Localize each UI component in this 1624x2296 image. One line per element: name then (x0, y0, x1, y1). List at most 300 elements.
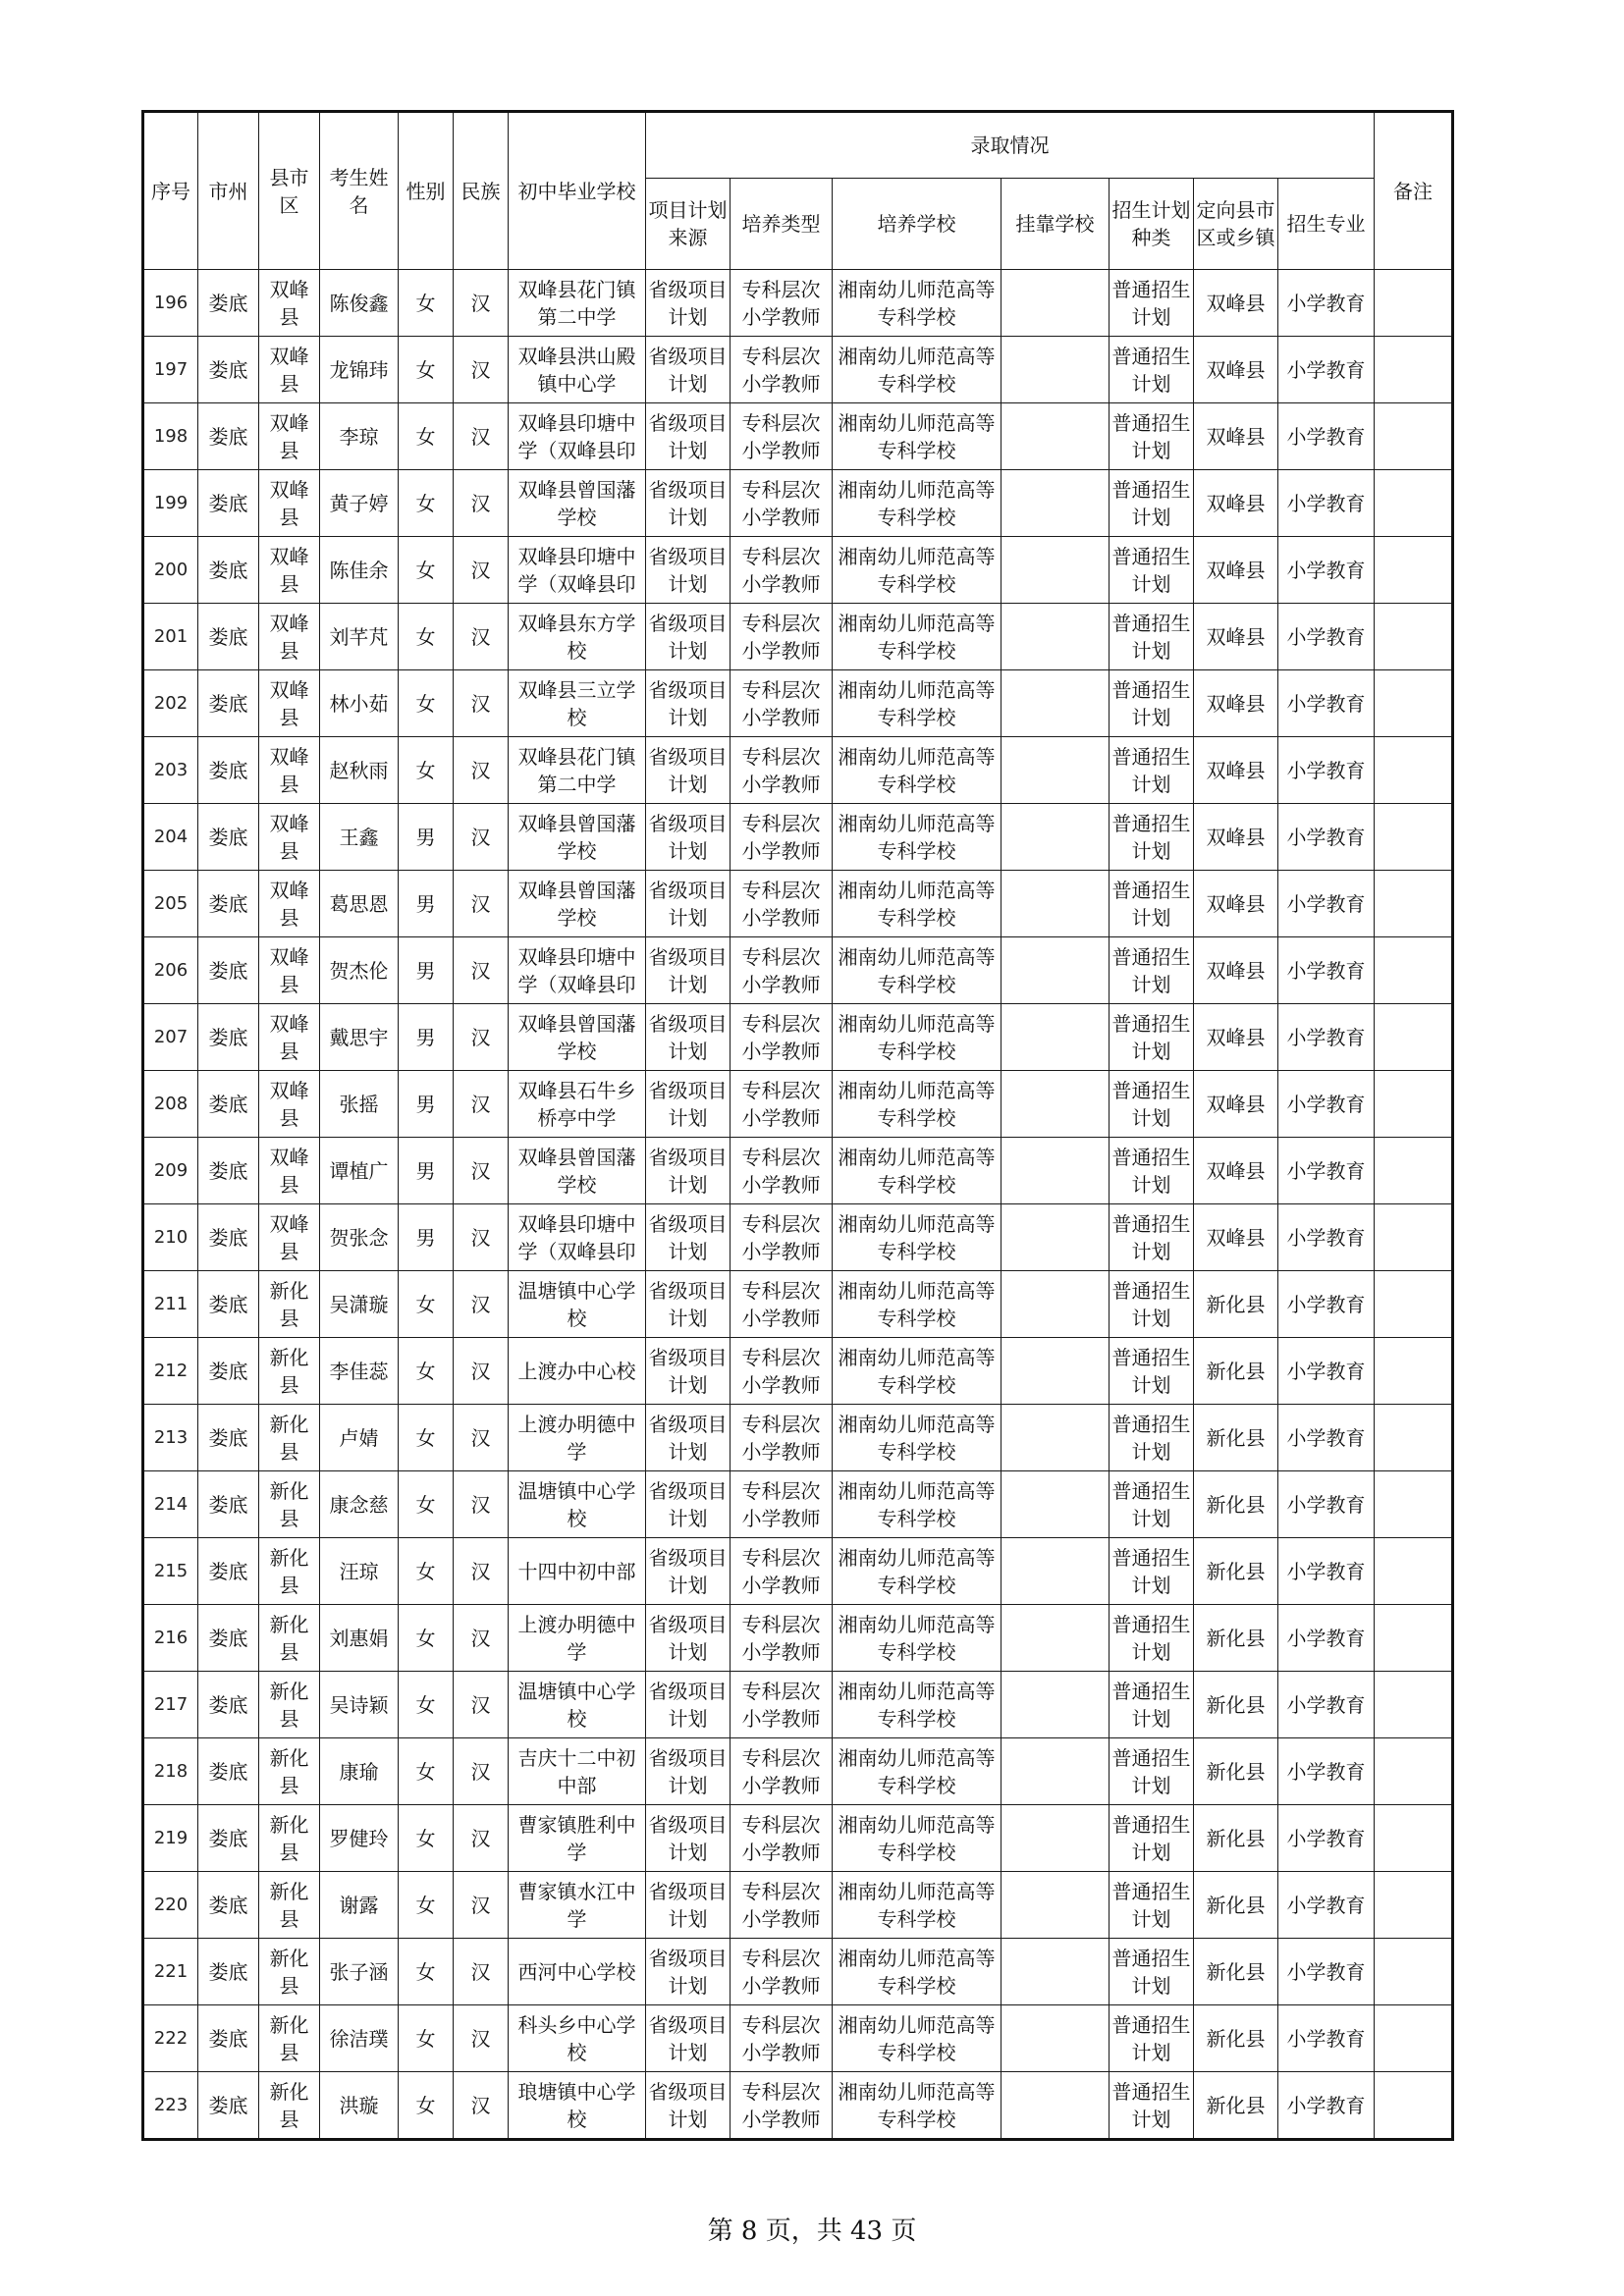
cell-county: 新化县 (259, 1872, 320, 1939)
cell-targeted-area: 双峰县 (1194, 1204, 1278, 1271)
cell-targeted-area: 双峰县 (1194, 1004, 1278, 1071)
cell-training-school-text: 湘南幼儿师范高等专科学校 (838, 1612, 996, 1664)
cell-plan-kind (1110, 1338, 1194, 1405)
cell-plan-source-text: 省级项目计划 (648, 944, 728, 996)
cell-county: 新化县 (259, 1738, 320, 1805)
cell-name: 戴思宇 (320, 1004, 399, 1071)
cell-plan-source-text: 省级项目计划 (648, 1679, 728, 1731)
cell-city: 娄底 (198, 470, 259, 537)
cell-name: 刘芊芃 (320, 604, 399, 670)
cell-affiliated-school (1001, 1405, 1110, 1471)
cell-middle-school (509, 670, 646, 737)
cell-training-type-text: 专科层次小学教师 (741, 1478, 821, 1530)
cell-training-school-text: 湘南幼儿师范高等专科学校 (838, 344, 996, 396)
cell-major (1278, 1071, 1375, 1138)
cell-remarks (1375, 2072, 1453, 2140)
cell-targeted-area: 新化县 (1194, 1939, 1278, 2005)
cell-city: 娄底 (198, 1605, 259, 1672)
cell-middle-school (509, 871, 646, 937)
cell-major (1278, 1405, 1375, 1471)
cell-middle-school-text: 十四中初中部 (517, 1559, 636, 1583)
cell-training-type (731, 670, 833, 737)
cell-training-school (833, 937, 1001, 1004)
cell-middle-school (509, 2072, 646, 2140)
cell-targeted-area: 双峰县 (1194, 1138, 1278, 1204)
cell-training-school-text: 湘南幼儿师范高等专科学校 (838, 1946, 996, 1998)
cell-middle-school-text: 琅塘镇中心学校 (517, 2079, 636, 2131)
cell-training-type-text: 专科层次小学教师 (741, 544, 821, 596)
cell-name: 陈俊鑫 (320, 270, 399, 337)
cell-gender: 男 (399, 804, 454, 871)
cell-plan-kind (1110, 937, 1194, 1004)
cell-plan-kind-text: 普通招生计划 (1111, 1478, 1191, 1530)
cell-name: 洪璇 (320, 2072, 399, 2140)
cell-plan-source (646, 1805, 731, 1872)
cell-middle-school-text: 双峰县花门镇第二中学 (517, 277, 636, 329)
cell-training-type (731, 737, 833, 804)
cell-training-type-text: 专科层次小学教师 (741, 744, 821, 796)
cell-ethnicity: 汉 (454, 604, 509, 670)
cell-training-type-text: 专科层次小学教师 (741, 344, 821, 396)
cell-affiliated-school (1001, 537, 1110, 604)
cell-ethnicity: 汉 (454, 1939, 509, 2005)
cell-training-school-text: 湘南幼儿师范高等专科学校 (838, 277, 996, 329)
cell-middle-school-text: 双峰县印塘中学（双峰县印 (517, 544, 636, 596)
cell-middle-school-text: 双峰县三立学校 (517, 677, 636, 729)
cell-plan-kind-text: 普通招生计划 (1111, 1946, 1191, 1998)
cell-targeted-area: 双峰县 (1194, 537, 1278, 604)
header-plan-kind: 招生计划种类 (1110, 179, 1194, 270)
cell-remarks (1375, 337, 1453, 403)
cell-city: 娄底 (198, 604, 259, 670)
cell-name: 林小茹 (320, 670, 399, 737)
cell-affiliated-school (1001, 937, 1110, 1004)
cell-ethnicity: 汉 (454, 1405, 509, 1471)
cell-plan-kind-text: 普通招生计划 (1111, 1745, 1191, 1797)
cell-county: 双峰县 (259, 1071, 320, 1138)
cell-gender: 女 (399, 1872, 454, 1939)
cell-training-type-text: 专科层次小学教师 (741, 1078, 821, 1130)
cell-middle-school (509, 1872, 646, 1939)
cell-ethnicity: 汉 (454, 1071, 509, 1138)
cell-remarks (1375, 804, 1453, 871)
cell-affiliated-school (1001, 2005, 1110, 2072)
cell-city: 娄底 (198, 2005, 259, 2072)
cell-plan-kind (1110, 403, 1194, 470)
cell-training-school-text: 湘南幼儿师范高等专科学校 (838, 410, 996, 462)
cell-plan-source (646, 871, 731, 937)
cell-training-type (731, 403, 833, 470)
cell-affiliated-school (1001, 1004, 1110, 1071)
cell-plan-kind (1110, 1071, 1194, 1138)
cell-plan-kind-text: 普通招生计划 (1111, 277, 1191, 329)
cell-name: 罗健玲 (320, 1805, 399, 1872)
cell-city: 娄底 (198, 1939, 259, 2005)
cell-plan-kind-text: 普通招生计划 (1111, 544, 1191, 596)
cell-middle-school (509, 1204, 646, 1271)
cell-plan-source-text: 省级项目计划 (648, 544, 728, 596)
cell-ethnicity: 汉 (454, 1271, 509, 1338)
cell-county: 新化县 (259, 2005, 320, 2072)
cell-plan-kind (1110, 871, 1194, 937)
cell-gender: 女 (399, 1471, 454, 1538)
cell-training-type-text: 专科层次小学教师 (741, 1612, 821, 1664)
cell-training-school-text: 湘南幼儿师范高等专科学校 (838, 744, 996, 796)
table-row (143, 337, 1453, 403)
table-row (143, 1738, 1453, 1805)
cell-middle-school-text: 科头乡中心学校 (517, 2012, 636, 2064)
cell-training-type (731, 270, 833, 337)
cell-middle-school-text: 双峰县花门镇第二中学 (517, 744, 636, 796)
cell-targeted-area: 双峰县 (1194, 403, 1278, 470)
cell-plan-source (646, 1939, 731, 2005)
cell-plan-kind (1110, 604, 1194, 670)
cell-training-school (833, 2005, 1001, 2072)
cell-plan-source (646, 1538, 731, 1605)
cell-plan-source-text: 省级项目计划 (648, 1345, 728, 1397)
cell-training-school (833, 1538, 1001, 1605)
cell-name: 吴诗颖 (320, 1672, 399, 1738)
cell-affiliated-school (1001, 1538, 1110, 1605)
cell-training-type-text: 专科层次小学教师 (741, 1345, 821, 1397)
cell-targeted-area: 新化县 (1194, 1605, 1278, 1672)
cell-middle-school-text: 上渡办明德中学 (517, 1412, 636, 1464)
cell-county: 双峰县 (259, 270, 320, 337)
cell-middle-school-text: 双峰县印塘中学（双峰县印 (517, 410, 636, 462)
cell-seq: 210 (143, 1204, 198, 1271)
cell-major-text: 小学教育 (1286, 958, 1366, 983)
cell-major-text: 小学教育 (1286, 825, 1366, 849)
header-targeted-area: 定向县市区或乡镇 (1194, 179, 1278, 270)
cell-targeted-area: 双峰县 (1194, 804, 1278, 871)
cell-affiliated-school (1001, 1805, 1110, 1872)
cell-gender: 女 (399, 337, 454, 403)
cell-name: 康念慈 (320, 1471, 399, 1538)
cell-seq: 219 (143, 1805, 198, 1872)
cell-plan-kind-text: 普通招生计划 (1111, 1679, 1191, 1731)
cell-plan-source-text: 省级项目计划 (648, 410, 728, 462)
header-admission: 录取情况 (646, 112, 1375, 179)
cell-middle-school-text: 曹家镇水江中学 (517, 1879, 636, 1931)
cell-remarks (1375, 1138, 1453, 1204)
cell-name: 李佳蕊 (320, 1338, 399, 1405)
cell-middle-school (509, 1071, 646, 1138)
cell-city: 娄底 (198, 670, 259, 737)
cell-middle-school (509, 804, 646, 871)
cell-city: 娄底 (198, 1271, 259, 1338)
cell-training-school (833, 737, 1001, 804)
cell-middle-school (509, 1805, 646, 1872)
cell-affiliated-school (1001, 1471, 1110, 1538)
cell-county: 双峰县 (259, 1004, 320, 1071)
cell-plan-kind-text: 普通招生计划 (1111, 344, 1191, 396)
cell-seq: 196 (143, 270, 198, 337)
cell-training-school-text: 湘南幼儿师范高等专科学校 (838, 611, 996, 663)
cell-remarks (1375, 2005, 1453, 2072)
cell-major-text: 小学教育 (1286, 1092, 1366, 1116)
cell-city: 娄底 (198, 1138, 259, 1204)
table-row (143, 871, 1453, 937)
cell-plan-source (646, 537, 731, 604)
cell-major-text: 小学教育 (1286, 558, 1366, 582)
cell-plan-kind (1110, 1738, 1194, 1805)
cell-name: 陈佳余 (320, 537, 399, 604)
cell-plan-kind (1110, 270, 1194, 337)
cell-plan-kind (1110, 1004, 1194, 1071)
cell-training-type-text: 专科层次小学教师 (741, 677, 821, 729)
table-row (143, 2072, 1453, 2140)
cell-middle-school-text: 温塘镇中心学校 (517, 1478, 636, 1530)
cell-plan-kind-text: 普通招生计划 (1111, 744, 1191, 796)
cell-seq: 218 (143, 1738, 198, 1805)
cell-major (1278, 403, 1375, 470)
cell-plan-kind-text: 普通招生计划 (1111, 1211, 1191, 1263)
cell-remarks (1375, 1004, 1453, 1071)
cell-plan-source-text: 省级项目计划 (648, 878, 728, 930)
cell-remarks (1375, 937, 1453, 1004)
cell-training-type-text: 专科层次小学教师 (741, 611, 821, 663)
cell-training-type-text: 专科层次小学教师 (741, 2012, 821, 2064)
cell-name: 汪琼 (320, 1538, 399, 1605)
cell-affiliated-school (1001, 1872, 1110, 1939)
cell-plan-kind-text: 普通招生计划 (1111, 1812, 1191, 1864)
cell-training-type (731, 1004, 833, 1071)
cell-affiliated-school (1001, 604, 1110, 670)
cell-ethnicity: 汉 (454, 337, 509, 403)
cell-affiliated-school (1001, 1271, 1110, 1338)
cell-plan-source (646, 403, 731, 470)
cell-middle-school (509, 604, 646, 670)
cell-plan-kind-text: 普通招生计划 (1111, 1011, 1191, 1063)
cell-major-text: 小学教育 (1286, 1959, 1366, 1984)
cell-major-text: 小学教育 (1286, 1225, 1366, 1250)
cell-county: 新化县 (259, 1939, 320, 2005)
cell-plan-source (646, 937, 731, 1004)
cell-seq: 208 (143, 1071, 198, 1138)
cell-major-text: 小学教育 (1286, 357, 1366, 382)
cell-training-type (731, 871, 833, 937)
table-row (143, 1138, 1453, 1204)
cell-training-school-text: 湘南幼儿师范高等专科学校 (838, 1011, 996, 1063)
cell-plan-kind (1110, 1538, 1194, 1605)
cell-middle-school (509, 2005, 646, 2072)
cell-plan-source-text: 省级项目计划 (648, 1412, 728, 1464)
cell-name: 卢婧 (320, 1405, 399, 1471)
cell-ethnicity: 汉 (454, 1204, 509, 1271)
cell-county: 双峰县 (259, 670, 320, 737)
cell-city: 娄底 (198, 337, 259, 403)
table-row (143, 403, 1453, 470)
table-row (143, 1872, 1453, 1939)
cell-plan-source (646, 1872, 731, 1939)
cell-major (1278, 2072, 1375, 2140)
cell-major (1278, 937, 1375, 1004)
cell-training-school (833, 871, 1001, 937)
cell-major (1278, 1338, 1375, 1405)
header-training-school: 培养学校 (833, 179, 1001, 270)
cell-plan-kind (1110, 2005, 1194, 2072)
cell-seq: 200 (143, 537, 198, 604)
cell-plan-kind (1110, 1805, 1194, 1872)
cell-training-school-text: 湘南幼儿师范高等专科学校 (838, 1478, 996, 1530)
cell-gender: 女 (399, 1939, 454, 2005)
cell-city: 娄底 (198, 403, 259, 470)
cell-city: 娄底 (198, 871, 259, 937)
cell-gender: 男 (399, 1138, 454, 1204)
cell-training-type (731, 2005, 833, 2072)
cell-seq: 204 (143, 804, 198, 871)
header-seq: 序号 (143, 112, 198, 270)
cell-seq: 201 (143, 604, 198, 670)
cell-plan-source (646, 1405, 731, 1471)
cell-plan-source (646, 604, 731, 670)
cell-remarks (1375, 1338, 1453, 1405)
cell-gender: 女 (399, 470, 454, 537)
cell-remarks (1375, 403, 1453, 470)
cell-city: 娄底 (198, 2072, 259, 2140)
cell-remarks (1375, 1271, 1453, 1338)
cell-county: 新化县 (259, 1471, 320, 1538)
header-affiliated-school: 挂靠学校 (1001, 179, 1110, 270)
cell-seq: 202 (143, 670, 198, 737)
cell-ethnicity: 汉 (454, 937, 509, 1004)
cell-major (1278, 604, 1375, 670)
cell-seq: 221 (143, 1939, 198, 2005)
cell-middle-school (509, 337, 646, 403)
page-footer: 第 8 页，共 43 页 (707, 2216, 917, 2246)
cell-middle-school-text: 双峰县曾国藩学校 (517, 477, 636, 529)
cell-seq: 209 (143, 1138, 198, 1204)
cell-training-type-text: 专科层次小学教师 (741, 1545, 821, 1597)
cell-training-school (833, 1405, 1001, 1471)
cell-ethnicity: 汉 (454, 1004, 509, 1071)
cell-training-school-text: 湘南幼儿师范高等专科学校 (838, 878, 996, 930)
cell-training-type (731, 537, 833, 604)
table-header (143, 112, 1453, 270)
cell-middle-school-text: 上渡办中心校 (517, 1359, 636, 1383)
cell-training-type-text: 专科层次小学教师 (741, 878, 821, 930)
header-name: 考生姓名 (320, 112, 399, 270)
cell-name: 谭植广 (320, 1138, 399, 1204)
cell-plan-source (646, 270, 731, 337)
cell-targeted-area: 新化县 (1194, 1338, 1278, 1405)
cell-targeted-area: 双峰县 (1194, 670, 1278, 737)
cell-remarks (1375, 1939, 1453, 2005)
cell-ethnicity: 汉 (454, 1605, 509, 1672)
cell-major-text: 小学教育 (1286, 624, 1366, 649)
cell-training-type-text: 专科层次小学教师 (741, 410, 821, 462)
cell-middle-school (509, 937, 646, 1004)
cell-plan-source (646, 1471, 731, 1538)
table-body (143, 270, 1453, 2140)
cell-gender: 男 (399, 1004, 454, 1071)
table-row (143, 470, 1453, 537)
cell-major-text: 小学教育 (1286, 1359, 1366, 1383)
cell-plan-source (646, 670, 731, 737)
cell-seq: 222 (143, 2005, 198, 2072)
cell-middle-school-text: 双峰县曾国藩学校 (517, 1011, 636, 1063)
cell-ethnicity: 汉 (454, 1471, 509, 1538)
cell-county: 双峰县 (259, 1138, 320, 1204)
cell-middle-school (509, 403, 646, 470)
cell-remarks (1375, 1672, 1453, 1738)
cell-major (1278, 1939, 1375, 2005)
cell-targeted-area: 双峰县 (1194, 737, 1278, 804)
cell-middle-school-text: 吉庆十二中初中部 (517, 1745, 636, 1797)
cell-targeted-area: 双峰县 (1194, 270, 1278, 337)
cell-seq: 220 (143, 1872, 198, 1939)
cell-training-school (833, 1338, 1001, 1405)
cell-middle-school-text: 双峰县东方学校 (517, 611, 636, 663)
cell-middle-school-text: 双峰县印塘中学（双峰县印 (517, 944, 636, 996)
cell-middle-school (509, 537, 646, 604)
cell-name: 张子涵 (320, 1939, 399, 2005)
cell-major (1278, 1805, 1375, 1872)
cell-gender: 女 (399, 1672, 454, 1738)
cell-county: 新化县 (259, 1538, 320, 1605)
cell-targeted-area: 双峰县 (1194, 871, 1278, 937)
cell-city: 娄底 (198, 537, 259, 604)
cell-middle-school-text: 西河中心学校 (517, 1959, 636, 1984)
cell-training-type (731, 1471, 833, 1538)
table-row (143, 804, 1453, 871)
cell-training-type (731, 1738, 833, 1805)
cell-targeted-area: 新化县 (1194, 1738, 1278, 1805)
cell-plan-source-text: 省级项目计划 (648, 1812, 728, 1864)
cell-affiliated-school (1001, 1939, 1110, 2005)
cell-training-school-text: 湘南幼儿师范高等专科学校 (838, 1545, 996, 1597)
cell-ethnicity: 汉 (454, 737, 509, 804)
cell-plan-kind (1110, 337, 1194, 403)
cell-major (1278, 1738, 1375, 1805)
cell-name: 张摇 (320, 1071, 399, 1138)
cell-county: 双峰县 (259, 604, 320, 670)
table-row (143, 1538, 1453, 1605)
cell-plan-source-text: 省级项目计划 (648, 477, 728, 529)
cell-county: 新化县 (259, 1805, 320, 1872)
cell-plan-kind-text: 普通招生计划 (1111, 1412, 1191, 1464)
cell-ethnicity: 汉 (454, 2005, 509, 2072)
cell-training-type-text: 专科层次小学教师 (741, 1412, 821, 1464)
cell-major-text: 小学教育 (1286, 691, 1366, 716)
cell-training-school (833, 403, 1001, 470)
cell-major (1278, 1271, 1375, 1338)
cell-major (1278, 871, 1375, 937)
cell-major (1278, 2005, 1375, 2072)
cell-affiliated-school (1001, 1204, 1110, 1271)
cell-plan-kind-text: 普通招生计划 (1111, 2079, 1191, 2131)
cell-plan-kind (1110, 1672, 1194, 1738)
cell-ethnicity: 汉 (454, 270, 509, 337)
cell-training-school-text: 湘南幼儿师范高等专科学校 (838, 1145, 996, 1197)
cell-targeted-area: 双峰县 (1194, 1071, 1278, 1138)
cell-county: 新化县 (259, 1271, 320, 1338)
cell-ethnicity: 汉 (454, 670, 509, 737)
cell-major-text: 小学教育 (1286, 758, 1366, 782)
cell-plan-source-text: 省级项目计划 (648, 1612, 728, 1664)
cell-remarks (1375, 1872, 1453, 1939)
cell-plan-kind-text: 普通招生计划 (1111, 878, 1191, 930)
cell-gender: 女 (399, 670, 454, 737)
cell-major (1278, 270, 1375, 337)
cell-plan-kind (1110, 537, 1194, 604)
cell-training-type-text: 专科层次小学教师 (741, 277, 821, 329)
cell-training-type-text: 专科层次小学教师 (741, 1278, 821, 1330)
cell-county: 双峰县 (259, 470, 320, 537)
cell-targeted-area: 新化县 (1194, 1405, 1278, 1471)
cell-major-text: 小学教育 (1286, 491, 1366, 515)
cell-seq: 198 (143, 403, 198, 470)
